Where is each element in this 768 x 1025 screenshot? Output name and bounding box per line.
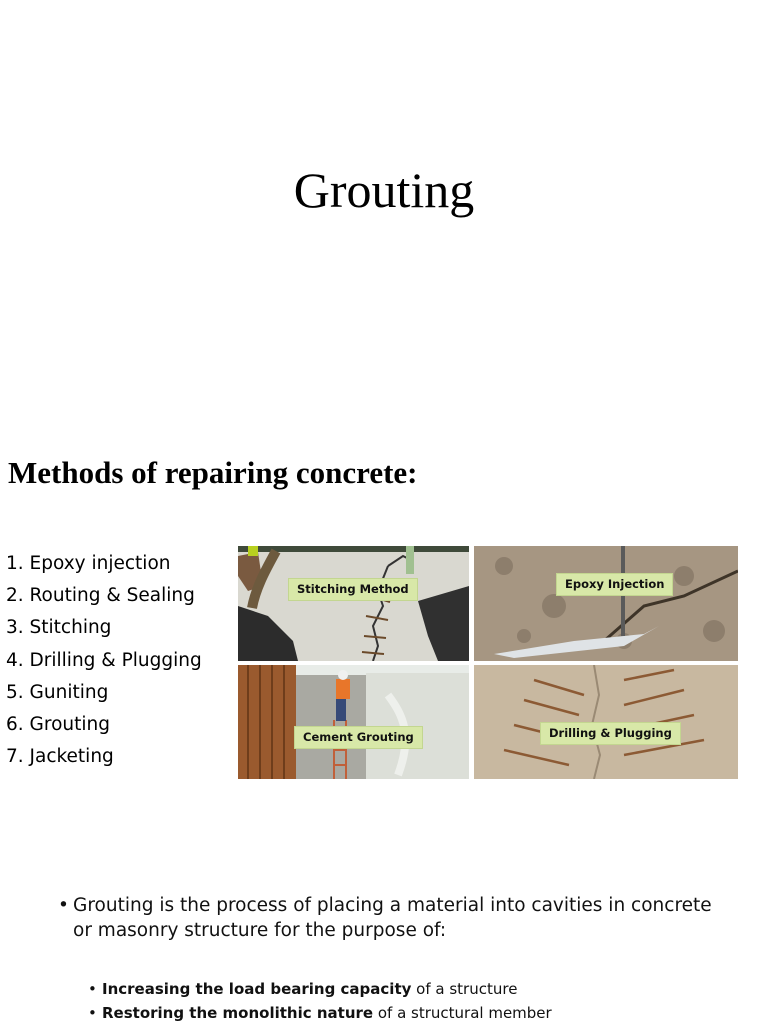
method-item: 7. Jacketing xyxy=(6,746,114,768)
photo-label: Epoxy Injection xyxy=(556,573,673,596)
section-heading: Methods of repairing concrete: xyxy=(8,455,418,490)
purpose-emphasis: Increasing the load bearing capacity xyxy=(102,980,412,998)
bullet-icon: • xyxy=(88,980,97,998)
photo-label: Cement Grouting xyxy=(294,726,423,749)
purpose-rest: of a structural member xyxy=(373,1004,552,1022)
method-item: 1. Epoxy injection xyxy=(6,553,171,574)
bullet-icon: • xyxy=(58,895,69,916)
cement-grouting-photo xyxy=(238,665,469,779)
photo-label: Drilling & Plugging xyxy=(540,722,681,745)
purpose-item xyxy=(88,977,552,1001)
repair-methods-photo-collage xyxy=(238,546,738,779)
method-item: 6. Grouting xyxy=(6,714,110,736)
epoxy-injection-photo xyxy=(474,546,738,661)
photo-label: Stitching Method xyxy=(288,578,418,601)
purpose-rest: of a structure xyxy=(411,980,518,998)
grouting-purposes-list xyxy=(88,977,552,1025)
drilling-plugging-photo xyxy=(474,665,738,779)
slide-title: Grouting xyxy=(293,162,475,218)
stitching-method-photo xyxy=(238,546,469,661)
purpose-emphasis: Restoring the monolithic nature xyxy=(102,1004,374,1022)
bullet-icon: • xyxy=(88,1004,97,1022)
method-item: 4. Drilling & Plugging xyxy=(6,649,202,671)
method-item: 5. Guniting xyxy=(6,681,109,703)
purpose-item xyxy=(88,1001,552,1025)
method-item: 2. Routing & Sealing xyxy=(6,585,195,607)
methods-list xyxy=(6,548,202,773)
grouting-definition xyxy=(58,893,718,943)
definition-text: Grouting is the process of placing a material into cavities in concrete or masonry structure for the purpose of: xyxy=(73,895,712,941)
method-item: 3. Stitching xyxy=(6,617,112,639)
